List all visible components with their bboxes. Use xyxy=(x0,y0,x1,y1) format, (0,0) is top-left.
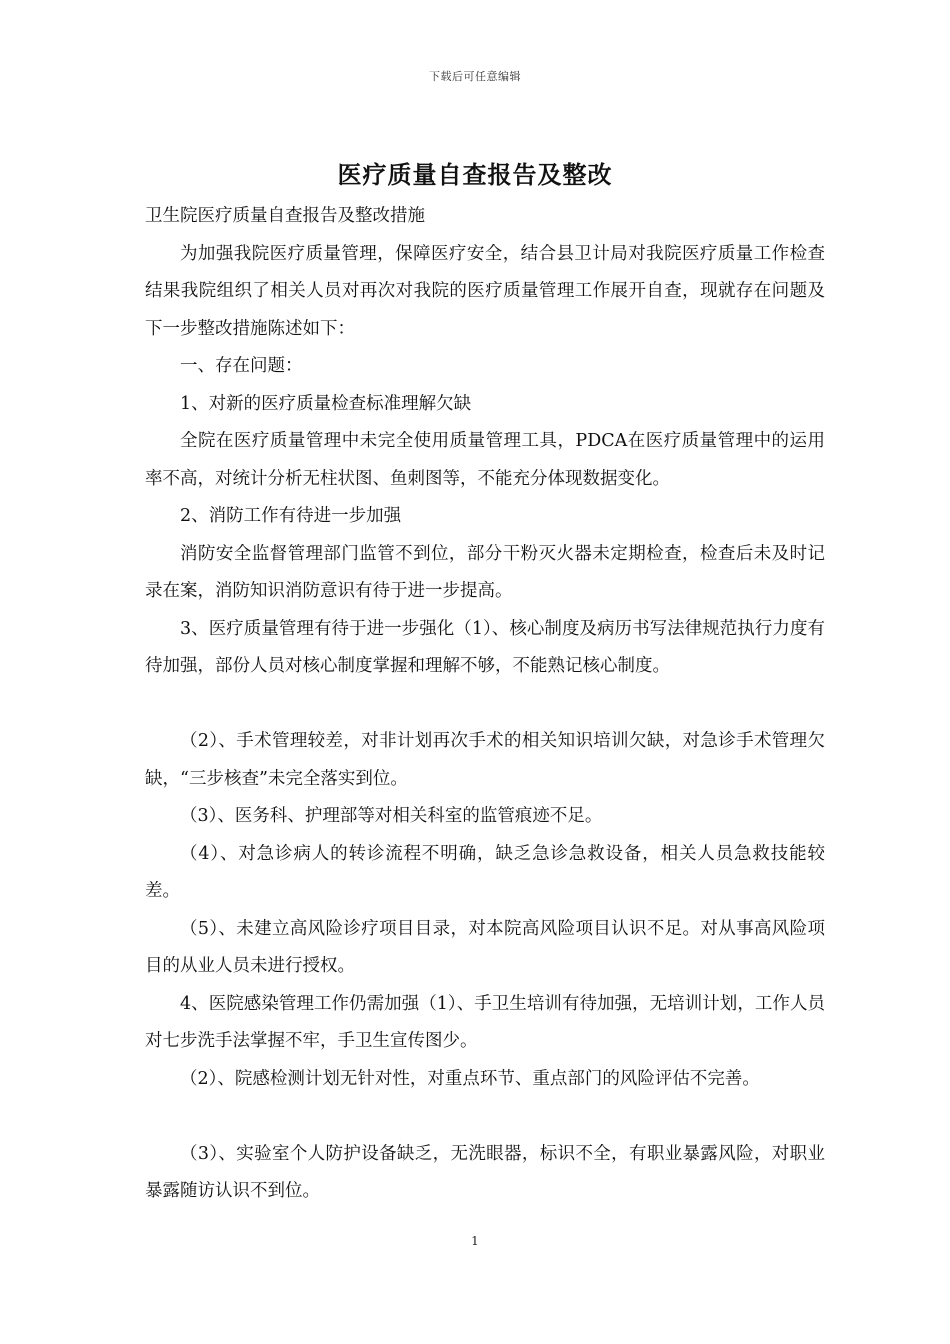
document-body xyxy=(145,198,825,1211)
paragraph-item-4-2: （2）、院感检测计划无针对性，对重点环节、重点部门的风险评估不完善。 xyxy=(180,1068,760,1089)
paragraph-item-3-5: （5）、未建立高风险诊疗项目目录，对本院高风险项目认识不足。对从事高风险项目的从业人员未进行授权。 xyxy=(145,918,825,976)
paragraph-intro: 为加强我院医疗质量管理，保障医疗安全，结合县卫计局对我院医疗质量工作检查结果我院组织了相关人员对再次对我院的医疗质量管理工作展开自查，现就存在问题及下一步整改措施陈述如下： xyxy=(145,243,825,339)
blank-line xyxy=(145,686,825,724)
document-title: 医疗质量自查报告及整改 xyxy=(337,161,613,189)
item-heading-2: 2、消防工作有待进一步加强 xyxy=(180,506,402,526)
paragraph-item-4-3: （3）、实验室个人防护设备缺乏，无洗眼器，标识不全，有职业暴露风险，对职业暴露随访认识不到位。 xyxy=(145,1143,825,1201)
paragraph-item-2: 消防安全监督管理部门监管不到位，部分干粉灭火器未定期检查，检查后未及时记录在案，消防知识消防意识有待于进一步提高。 xyxy=(145,543,825,601)
paragraph-item-3-3: （3）、医务科、护理部等对相关科室的监管痕迹不足。 xyxy=(180,806,603,826)
paragraph-item-1: 全院在医疗质量管理中未完全使用质量管理工具，PDCA在医疗质量管理中的运用率不高，对统计分析无柱状图、鱼刺图等，不能充分体现数据变化。 xyxy=(145,431,825,489)
paragraph-item-3-2: （2）、手术管理较差，对非计划再次手术的相关知识培训欠缺，对急诊手术管理欠缺，“三步核查”未完全落实到位。 xyxy=(145,731,825,789)
paragraph-item-3: 3、医疗质量管理有待于进一步强化（1）、核心制度及病历书写法律规范执行力度有待加强，部份人员对核心制度掌握和理解不够，不能熟记核心制度。 xyxy=(145,618,825,676)
section-heading-problems: 一、存在问题： xyxy=(180,356,303,376)
item-heading-1: 1、对新的医疗质量检查标准理解欠缺 xyxy=(180,393,472,414)
blank-line xyxy=(145,1098,825,1136)
paragraph-item-3-4: （4）、对急诊病人的转诊流程不明确，缺乏急诊急救设备，相关人员急救技能较差。 xyxy=(145,843,825,901)
page-number: 1 xyxy=(471,1234,479,1248)
paragraph-item-4: 4、医院感染管理工作仍需加强（1）、手卫生培训有待加强，无培训计划，工作人员对七步洗手法掌握不牢，手卫生宣传图少。 xyxy=(145,993,825,1051)
document-subtitle: 卫生院医疗质量自查报告及整改措施 xyxy=(145,206,425,226)
header-note: 下载后可任意编辑 xyxy=(429,70,521,83)
